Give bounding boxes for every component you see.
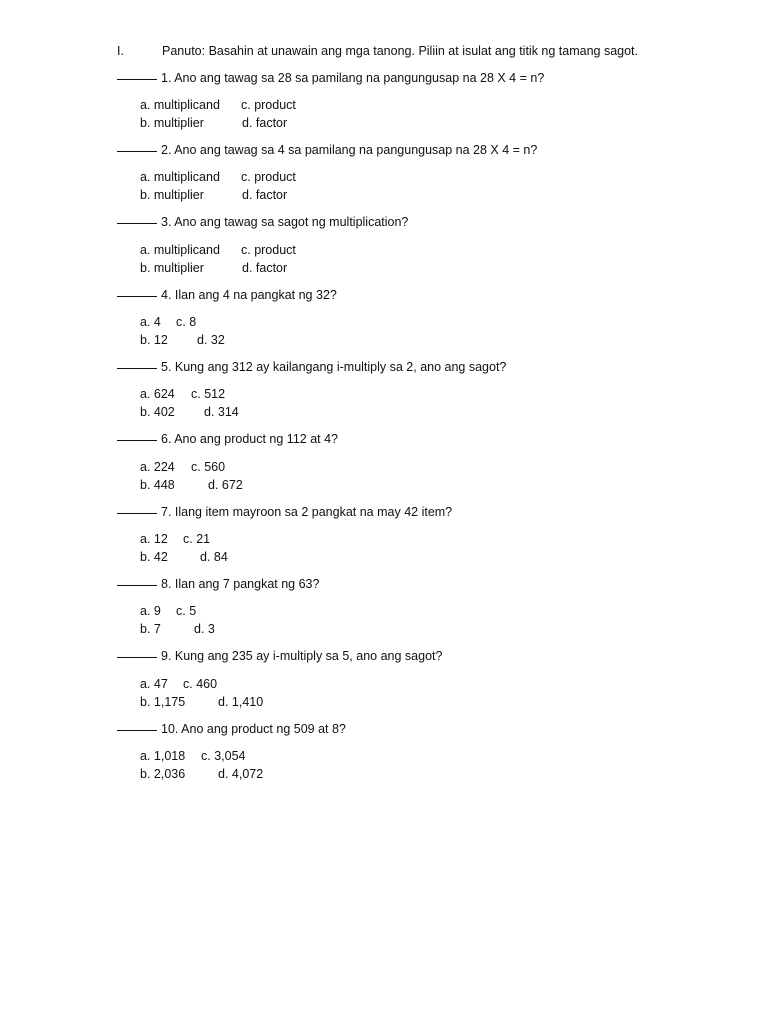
choice-b: b. 1,175 xyxy=(140,695,186,709)
choice-a: a. 9 xyxy=(140,604,161,618)
choice-c: c. 8 xyxy=(176,315,197,329)
choice-row-7a xyxy=(140,532,210,546)
choice-row-2b xyxy=(140,188,287,202)
choice-a: a. multiplicand xyxy=(140,98,220,112)
choice-a: a. 12 xyxy=(140,532,168,546)
choice-c: c. 5 xyxy=(176,604,197,618)
choice-c: c. product xyxy=(241,243,296,257)
question-6 xyxy=(117,432,338,446)
question-text: 10. Ano ang product ng 509 at 8? xyxy=(161,722,346,736)
choice-c: c. 560 xyxy=(191,460,226,474)
choice-row-8a xyxy=(140,604,196,618)
answer-blank[interactable] xyxy=(117,585,157,586)
question-10 xyxy=(117,722,346,736)
choice-a: a. 4 xyxy=(140,315,161,329)
question-1 xyxy=(117,71,544,85)
choice-b: b. 448 xyxy=(140,478,175,492)
question-text: 1. Ano ang tawag sa 28 sa pamilang na pangungusap na 28 X 4 = n? xyxy=(161,71,545,85)
choice-a: a. multiplicand xyxy=(140,243,220,257)
choice-a: a. 624 xyxy=(140,387,175,401)
choice-row-1b xyxy=(140,116,287,130)
choice-row-6b xyxy=(140,478,243,492)
choice-c: c. product xyxy=(241,98,296,112)
question-text: 2. Ano ang tawag sa 4 sa pamilang na pangungusap na 28 X 4 = n? xyxy=(161,143,538,157)
choice-c: c. 512 xyxy=(191,387,226,401)
choice-a: a. multiplicand xyxy=(140,170,220,184)
choice-d: d. factor xyxy=(242,188,288,202)
choice-row-5a xyxy=(140,387,225,401)
choice-row-10b xyxy=(140,767,263,781)
choice-a: a. 224 xyxy=(140,460,175,474)
choice-b: b. 2,036 xyxy=(140,767,186,781)
choice-b: b. multiplier xyxy=(140,116,204,130)
choice-d: d. 32 xyxy=(197,333,225,347)
choice-b: b. 402 xyxy=(140,405,175,419)
answer-blank[interactable] xyxy=(117,79,157,80)
choice-row-3b xyxy=(140,261,287,275)
choice-row-8b xyxy=(140,622,215,636)
question-text: 8. Ilan ang 7 pangkat ng 63? xyxy=(161,577,320,591)
choice-c: c. product xyxy=(241,170,296,184)
choice-row-2a xyxy=(140,170,296,184)
question-8 xyxy=(117,577,319,591)
answer-blank[interactable] xyxy=(117,368,157,369)
answer-blank[interactable] xyxy=(117,657,157,658)
choice-d: d. 4,072 xyxy=(218,767,264,781)
instruction-line xyxy=(117,44,638,58)
choice-d: d. 84 xyxy=(200,550,228,564)
choice-c: c. 21 xyxy=(183,532,211,546)
choice-row-1a xyxy=(140,98,296,112)
choice-row-7b xyxy=(140,550,228,564)
choice-d: d. factor xyxy=(242,116,288,130)
question-text: 3. Ano ang tawag sa sagot ng multiplication? xyxy=(161,215,409,229)
answer-blank[interactable] xyxy=(117,151,157,152)
choice-d: d. 314 xyxy=(204,405,239,419)
question-text: 9. Kung ang 235 ay i-multiply sa 5, ano ang sagot? xyxy=(161,649,443,663)
choice-row-4a xyxy=(140,315,196,329)
instruction-text: Panuto: Basahin at unawain ang mga tanong. Piliin at isulat ang titik ng tamang sagot. xyxy=(162,44,639,58)
answer-blank[interactable] xyxy=(117,440,157,441)
choice-b: b. 12 xyxy=(140,333,168,347)
choice-row-9b xyxy=(140,695,263,709)
question-5 xyxy=(117,360,506,374)
answer-blank[interactable] xyxy=(117,513,157,514)
choice-b: b. 7 xyxy=(140,622,161,636)
choice-d: d. factor xyxy=(242,261,288,275)
choice-a: a. 47 xyxy=(140,677,168,691)
answer-blank[interactable] xyxy=(117,296,157,297)
choice-row-3a xyxy=(140,243,296,257)
choice-row-9a xyxy=(140,677,217,691)
choice-a: a. 1,018 xyxy=(140,749,186,763)
question-7 xyxy=(117,505,452,519)
answer-blank[interactable] xyxy=(117,223,157,224)
answer-blank[interactable] xyxy=(117,730,157,731)
choice-row-5b xyxy=(140,405,239,419)
choice-b: b. multiplier xyxy=(140,261,204,275)
question-text: 6. Ano ang product ng 112 at 4? xyxy=(161,432,338,446)
question-4 xyxy=(117,288,337,302)
choice-row-6a xyxy=(140,460,225,474)
choice-d: d. 672 xyxy=(208,478,243,492)
choice-b: b. multiplier xyxy=(140,188,204,202)
question-9 xyxy=(117,649,442,663)
choice-d: d. 1,410 xyxy=(218,695,264,709)
question-text: 5. Kung ang 312 ay kailangang i-multiply sa 2, ano ang sagot? xyxy=(161,360,507,374)
choice-b: b. 42 xyxy=(140,550,168,564)
section-numeral: I. xyxy=(117,44,124,58)
choice-d: d. 3 xyxy=(194,622,215,636)
choice-c: c. 3,054 xyxy=(201,749,246,763)
choice-row-4b xyxy=(140,333,225,347)
question-3 xyxy=(117,215,408,229)
question-text: 4. Ilan ang 4 na pangkat ng 32? xyxy=(161,288,337,302)
choice-c: c. 460 xyxy=(183,677,218,691)
choice-row-10a xyxy=(140,749,245,763)
question-text: 7. Ilang item mayroon sa 2 pangkat na may 42 item? xyxy=(161,505,453,519)
question-2 xyxy=(117,143,537,157)
